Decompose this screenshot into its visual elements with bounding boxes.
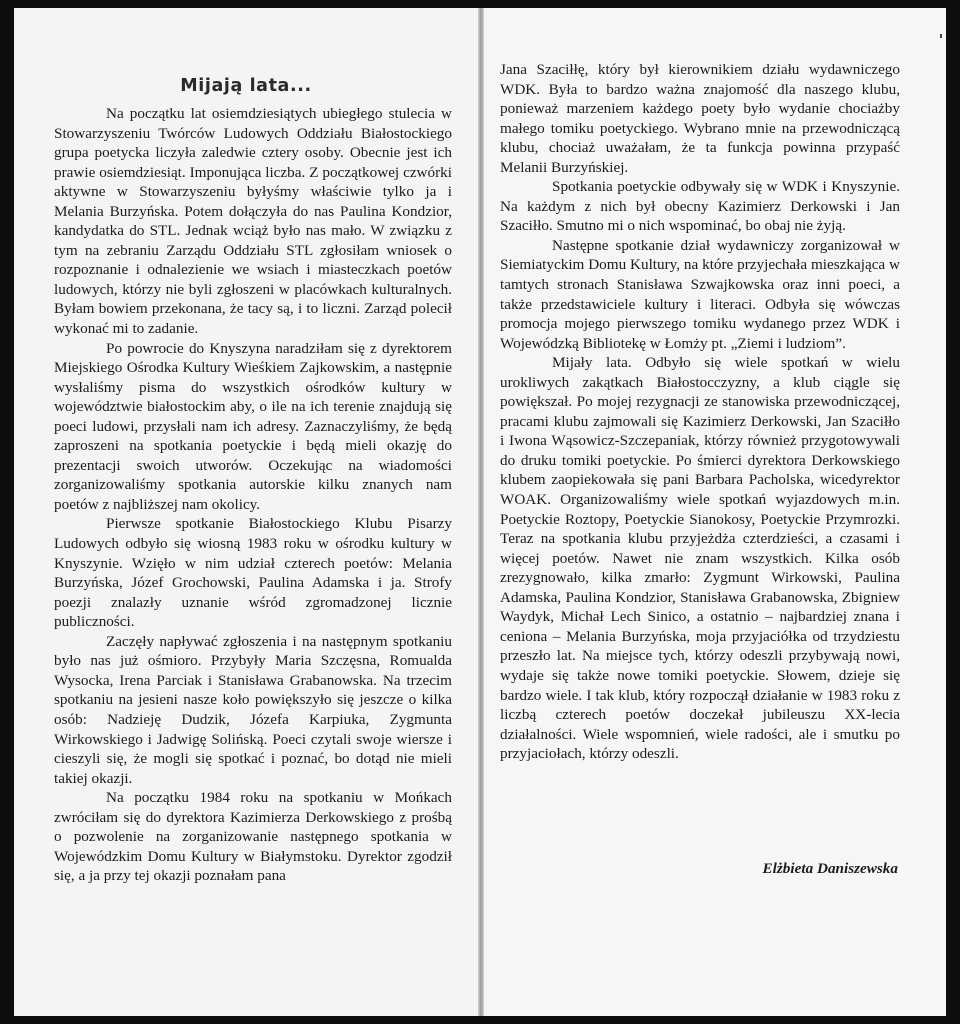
right-column	[500, 60, 900, 764]
paragraph: Na początku 1984 roku na spotkaniu w Mońkach zwróciłam się do dyrektora Kazimierza Derkowskiego z prośbą o pozwolenie na zorganizowanie następnego spotkania w Wojewódzkim Domu Kultury w Białymstoku. Dyrektor zgodził się, a ja przy tej okazji poznałam pana	[54, 789, 452, 885]
article-title: Mijają lata...	[180, 75, 312, 96]
paragraph: Zaczęły napływać zgłoszenia i na następnym spotkaniu było nas już ośmioro. Przybyły Maria Szczęsna, Romualda Wysocka, Irena Parciak i Stanisława Grabanowska. Na trzecim spotkaniu na jesieni nasze koło powiększyło się jeszcze o kilka osób: Nadzieję Dudzik, Józefa Karpiuka, Zygmunta Wirkowskiego i Jadwigę Solińską. Poeci czytali swoje wiersze i cieszyli się, że mogli się spotkać i poznać, bo dotąd nie mieli takiej okazji.	[54, 632, 452, 787]
paragraph: Spotkania poetyckie odbywały się w WDK i Knyszynie. Na każdym z nich był obecny Kazimierz Derkowski i Jan Szaciłło. Smutno mi o nich wspominać, bo obaj nie żyją.	[500, 178, 900, 235]
paragraph: Następne spotkanie dział wydawniczy zorganizował w Siemiatyckim Domu Kultury, na które przyjechała mieszkająca w tamtych stronach Stanisława Szwajkowska oraz inni poeci, a także przedstawiciele kultury i literaci. Odbyła się wówczas promocja mojego pierwszego tomiku wydanego przez WDK i Wojewódzką Bibliotekę w Łomży pt. „Ziemi i ludziom”.	[500, 236, 900, 352]
paragraph-continued: Jana Szaciłłę, który był kierownikiem działu wydawniczego WDK. Była to bardzo ważna znajomość dla naszego klubu, ponieważ marzeniem każdego poety było wydanie chociażby małego tomiku poetyckiego. Wybrano mnie na przewodniczącą klubu, chociaż uważałam, że ta funkcja powinna przypaść Melanii Burzyńskiej.	[500, 61, 900, 176]
paragraph: Po powrocie do Knyszyna naradziłam się z dyrektorem Miejskiego Ośrodka Kultury Wieśkiem Zajkowskim, a następnie wysłaliśmy pisma do wszystkich ośrodków kultury w województwie białostockim aby, o ile na ich terenie znajdują się poeci ludowi, przysłali nam ich adresy. Zaznaczyliśmy, że będą zaproszeni na spotkania poetyckie i będą mieli okazję do prezentacji swoich utworów. Oczekując na wiadomości zorganizowaliśmy spotkania autorskie kilku znanych nam poetów z najbliższej nam okolicy.	[54, 339, 452, 513]
author-signature: Elżbieta Daniszewska	[762, 860, 898, 877]
paragraph: Mijały lata. Odbyło się wiele spotkań w wielu urokliwych zakątkach Białostocczyzny, a klub ciągle się powiększał. Po mojej rezygnacji ze stanowiska przewodniczącej, pracami klubu zajmowali się Kazimierz Derkowski, Jan Szaciłło i Iwona Wąsowicz-Szczepaniak, którzy również przygotowywali do druku tomiki poetyckie. Po śmierci dyrektora Derkowskiego klubem zaopiekowała się pani Barbara Pacholska, wicedyrektor WOAK. Organizowaliśmy wiele spotkań wyjazdowych m.in. Poetyckie Roztopy, Poetyckie Sianokosy, Poetyckie Przymrozki. Teraz na spotkania klubu przyjeżdża czterdzieści, a czasami i więcej poetów. Nawet nie znam wszystkich. Kilka osób zrezygnowało, kilka zmarło: Zygmunt Wirkowski, Paulina Adamska, Paulina Kondzior, Stanisława Grabanowska, Zbigniew Waydyk, Michał Lech Sinico, a ostatnio – najbardziej znana i ceniona – Melania Burzyńska, moja przyjaciółka od trzydziestu przeszło lat. Na miejsce tych, którzy odeszli przybywają nowi, wydaje się także nowe tomiki poetyckie. Słowem, dzieje się bardzo wiele. I tak klub, który rozpoczął działanie w 1983 roku z liczbą czterech poetów doczekał jubileuszu XX-lecia działalności. Wiele wspomnień, wiele radości, ale i smutku po przyjaciołach, którzy odeszli.	[500, 354, 900, 763]
left-column	[54, 104, 452, 886]
scan-mark	[940, 34, 942, 38]
paragraph: Pierwsze spotkanie Białostockiego Klubu Pisarzy Ludowych odbyło się wiosną 1983 roku w ośrodku kultury w Knyszynie. Wzięło w nim udział czterech poetów: Melania Burzyńska, Józef Grochowski, Paulina Adamska i ja. Strofy poezji znalazły uznanie wśród zgromadzonej licznie publiczności.	[54, 515, 452, 631]
paragraph: Na początku lat osiemdziesiątych ubiegłego stulecia w Stowarzyszeniu Twórców Ludowych Oddziału Białostockiego grupa poetycka liczyła zaledwie cztery osoby. Obecnie jest ich prawie osiemdziesiąt. Imponująca liczba. Z początkowej czwórki aktywne w Stowarzyszeniu byłyśmy właściwie tylko ja i Melania Burzyńska. Potem dołączyła do nas Paulina Kondzior, kandydatka do STL. Jednak wciąż było nas mało. W związku z tym na zebraniu Zarządu Oddziału STL zgłosiłam wniosek o rozpoznanie i odnalezienie we wsiach i miasteczkach poetów ludowych, którzy nie byli zgłoszeni w placówkach kulturalnych. Byłam bowiem przekonana, że tacy są, i to liczni. Zarząd polecił wykonać mi to zadanie.	[54, 105, 452, 338]
